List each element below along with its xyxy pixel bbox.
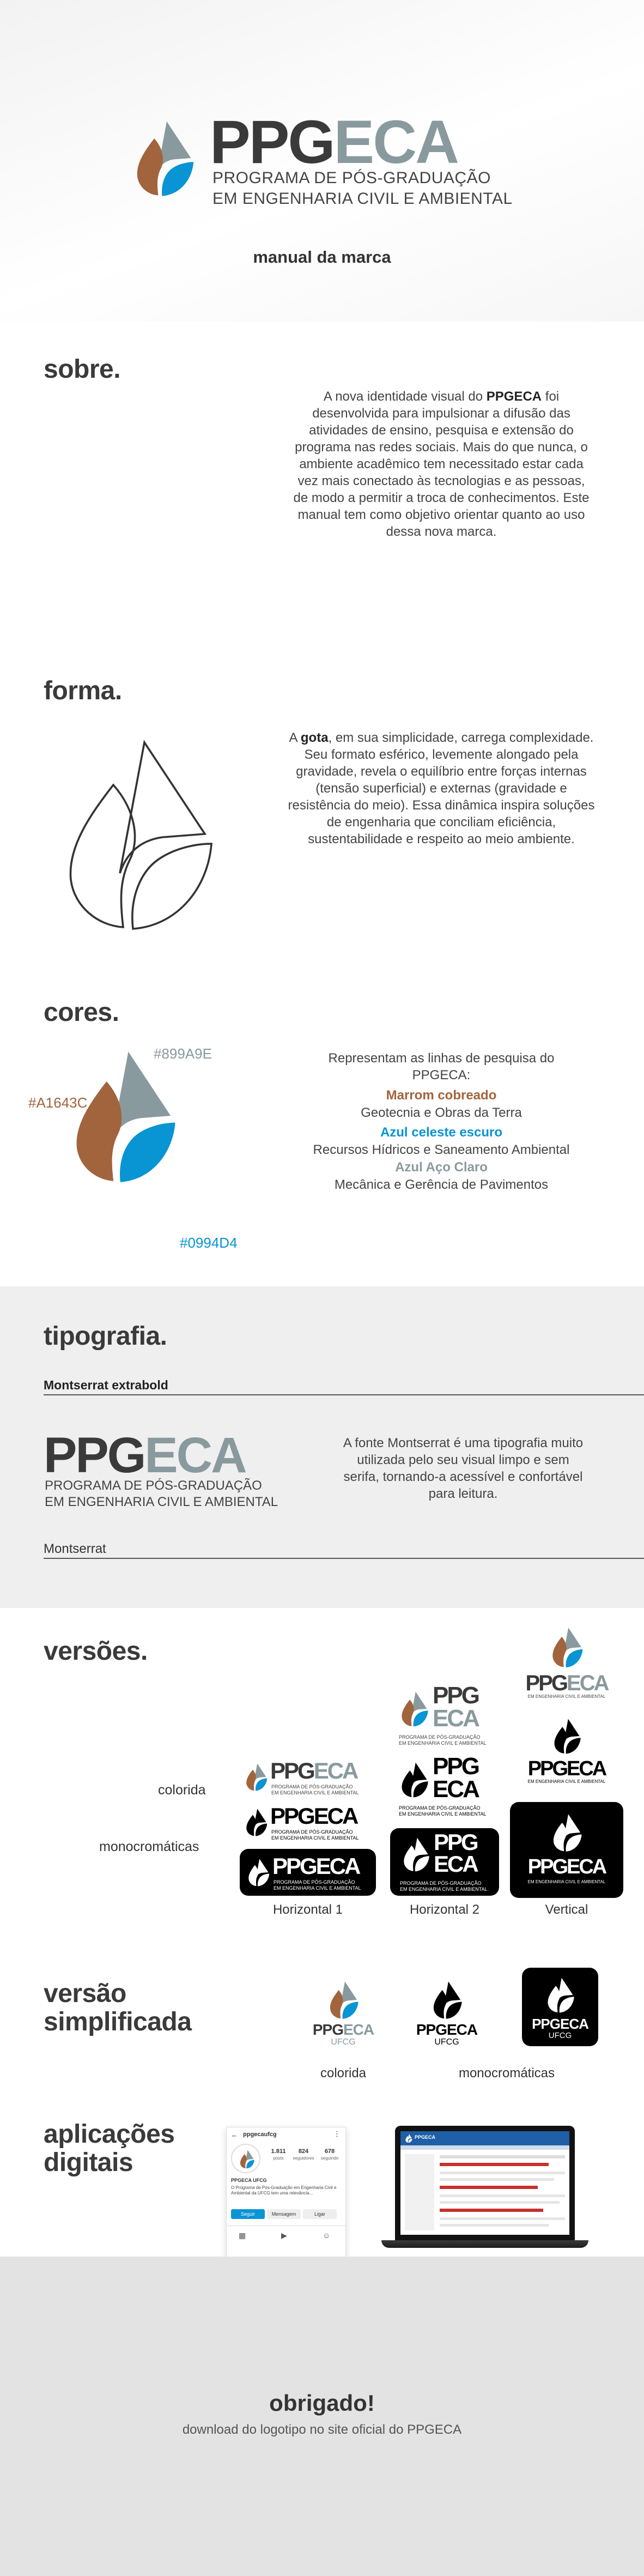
message-button[interactable]: Mensagem <box>267 2209 301 2219</box>
content-line <box>440 2194 565 2197</box>
follow-button[interactable]: Seguir <box>231 2209 265 2219</box>
forma-text-part1: A <box>289 730 301 745</box>
vm-ppg: PPG <box>527 1757 567 1780</box>
drop-icon <box>327 1979 360 2021</box>
h2-line1: PROGRAMA DE PÓS-GRADUAÇÃO <box>399 1734 481 1740</box>
si-ppg: PPG <box>532 2016 560 2032</box>
laptop-base <box>381 2240 588 2248</box>
h2m-eca: ECA <box>433 1776 478 1803</box>
typo-logo-line2: EM ENGENHARIA CIVIL E AMBIENTAL <box>45 1495 278 1509</box>
color-name-grey: Azul Aço Claro <box>395 1160 488 1175</box>
logo-horizontal2-color <box>392 1684 501 1750</box>
drop-icon <box>550 1811 583 1854</box>
drop-icon <box>430 1979 463 2021</box>
color-name-blue: Azul celeste escuro <box>380 1125 503 1140</box>
drop-icon <box>545 1975 575 2015</box>
h2i-line1: PROGRAMA DE PÓS-GRADUAÇÃO <box>400 1880 482 1886</box>
insta-bio: O Programa de Pós-Graduação em Engenharia Civil e Ambiental da UFCG tem uma relevância... <box>231 2185 337 2196</box>
aplicacoes-title <box>44 2120 174 2177</box>
content-line <box>440 2178 554 2181</box>
drop-icon <box>239 2148 255 2170</box>
logo-eca: ECA <box>333 108 458 176</box>
aplicacoes-title-2: digitais <box>44 2148 133 2177</box>
sobre-title: sobre. <box>44 355 121 384</box>
sm-ufcg: UFCG <box>434 2037 459 2047</box>
logo-vertical-color <box>512 1624 621 1701</box>
obrigado-title: obrigado! <box>269 2390 375 2416</box>
color-name-brown: Marrom cobreado <box>386 1088 497 1103</box>
si-eca: ECA <box>560 2016 588 2032</box>
tipografia-title: tipografia. <box>44 1322 167 1351</box>
grid-tab-icon[interactable]: ▦ <box>239 2231 246 2240</box>
website-nav <box>400 2145 569 2150</box>
drop-icon <box>399 1759 429 1800</box>
simplified-logo-mono <box>411 1979 482 2049</box>
s-ufcg: UFCG <box>331 2037 356 2047</box>
laptop-screen <box>395 2126 575 2240</box>
h2m-line2: EM ENGENHARIA CIVIL E AMBIENTAL <box>399 1811 487 1817</box>
drop-icon <box>246 1857 270 1888</box>
h1-ppg: PPG <box>270 1758 314 1783</box>
vm-line: EM ENGENHARIA CIVIL E AMBIENTAL <box>527 1779 606 1784</box>
hero-logo-line1: PROGRAMA DE PÓS-GRADUAÇÃO <box>212 169 491 187</box>
insta-stat-followers-label: seguidores <box>293 2156 314 2161</box>
h2-ppg: PPG <box>433 1682 478 1709</box>
hero-subtitle: manual da marca <box>253 247 391 267</box>
website-preview <box>400 2131 569 2235</box>
insta-handle: ppgecaufcg <box>243 2131 277 2138</box>
tagged-tab-icon[interactable]: ☺ <box>323 2231 331 2240</box>
forma-section <box>0 643 644 981</box>
instagram-mockup <box>226 2127 346 2257</box>
h2i-eca: ECA <box>434 1851 477 1877</box>
v-line: EM ENGENHARIA CIVIL E AMBIENTAL <box>527 1694 606 1699</box>
h2i-line2: EM ENGENHARIA CIVIL E AMBIENTAL <box>400 1886 488 1892</box>
caption-horizontal1: Horizontal 1 <box>272 1902 343 1917</box>
content-line <box>440 2217 565 2220</box>
font-regular-label: Montserrat <box>44 1541 106 1556</box>
simplificada-title-2: simplificada <box>44 2007 192 2036</box>
ppgeca-drop-logo-icon <box>131 114 196 202</box>
cores-intro: Representam as linhas de pesquisa do PPGECA: <box>328 1051 555 1083</box>
s-eca: ECA <box>343 2021 374 2038</box>
sobre-text <box>289 388 594 540</box>
divider-line-2 <box>44 1558 644 1559</box>
more-icon[interactable]: ⋮ <box>333 2130 341 2138</box>
hero-logo-line2: EM ENGENHARIA CIVIL E AMBIENTAL <box>212 190 513 208</box>
sobre-text-bold: PPGECA <box>486 389 542 404</box>
versoes-section <box>0 1608 644 1951</box>
hero-section <box>0 0 644 322</box>
h1i-eca: ECA <box>315 1853 360 1879</box>
logo-horizontal2-inverted <box>390 1828 499 1896</box>
simplificada-title-1: versão <box>44 1979 126 2008</box>
insta-name: PPGECA UFCG <box>231 2178 267 2183</box>
logo-vertical-inverted <box>510 1802 623 1898</box>
sobre-section <box>0 322 644 643</box>
typo-logo-ppg: PPG <box>44 1428 145 1483</box>
drop-icon <box>549 1624 584 1670</box>
versoes-title: versões. <box>44 1637 148 1666</box>
vi-eca: ECA <box>567 1855 606 1878</box>
forma-text-part2: , em sua simplicidade, carrega complexidade. Seu formato esférico, levemente alongado pela gravidade, revela o equilíbrio entre forças internas (tensão superficial) e externas (gravidade e resistência do meio). Essa dinâmica inspira soluções de engenharia que conciliam eficiência, sustentabilidade e respeito ao meio ambiente. <box>288 730 595 846</box>
insta-stat-posts-label: posts <box>273 2156 284 2161</box>
content-line <box>440 2163 549 2166</box>
drop-outline-icon <box>49 736 223 932</box>
label-monocromaticas: monocromáticas <box>99 1839 199 1854</box>
h1i-line1: PROGRAMA DE PÓS-GRADUAÇÃO <box>274 1879 355 1885</box>
site-ppg: PPG <box>415 2134 426 2140</box>
drop-icon <box>244 1806 268 1838</box>
logo-horizontal1-mono <box>244 1803 369 1842</box>
label-colorida: colorida <box>158 1782 206 1798</box>
forma-text-bold: gota <box>300 730 329 745</box>
drop-color-icon <box>65 1042 180 1189</box>
typo-logo-eca: ECA <box>144 1428 246 1483</box>
hex-brown: #A1643C <box>28 1095 88 1111</box>
simplificada-caption-mono: monocromáticas <box>458 2066 555 2081</box>
sobre-text-part2: foi desenvolvida para impulsionar a difusão das atividades de ensino, pesquisa e extensão do programa nas redes sociais. Mais do que nunca, o ambiente acadêmico tem necessitado estar cada vez mais conectado às tecnologias e as pessoas, de modo a permitir a troca de conhecimentos. Este manual tem como objetivo orientar quanto ao uso dessa nova marca. <box>293 389 590 539</box>
color-desc-grey: Mecânica e Gerência de Pavimentos <box>334 1177 549 1192</box>
logo-horizontal2-mono <box>392 1755 501 1821</box>
hero-logo-wordmark <box>210 107 458 177</box>
drop-icon <box>399 1689 429 1729</box>
obrigado-subtitle[interactable]: download do logotipo no site oficial do PPGECA <box>182 2422 462 2437</box>
h2i-ppg: PPG <box>434 1829 477 1855</box>
sm-eca: ECA <box>447 2021 478 2038</box>
tipografia-text: A fonte Montserrat é uma tipografia muito utilizada pelo seu visual limpo e sem serifa, tornando-a acessível e confortável para leitura. <box>343 1436 584 1501</box>
website-header <box>400 2131 569 2145</box>
vi-ppg: PPG <box>527 1855 567 1878</box>
h2m-ppg: PPG <box>433 1753 478 1780</box>
content-line <box>440 2155 565 2158</box>
forma-text <box>286 729 597 848</box>
h1m-eca: ECA <box>313 1803 357 1829</box>
divider-line <box>44 1394 644 1395</box>
site-eca: ECA <box>425 2134 436 2140</box>
back-arrow-icon[interactable]: ← <box>231 2131 238 2139</box>
logo-horizontal1-color <box>244 1758 369 1797</box>
simplified-logo-inverted <box>522 1968 598 2046</box>
sobre-text-part1: A nova identidade visual do <box>323 389 487 404</box>
h1i-line2: EM ENGENHARIA CIVIL E AMBIENTAL <box>274 1885 361 1891</box>
insta-stat-posts: 1.811 <box>271 2148 286 2155</box>
v-eca: ECA <box>567 1671 608 1695</box>
logo-ppg: PPG <box>210 108 334 176</box>
h1-line2: EM ENGENHARIA CIVIL E AMBIENTAL <box>271 1790 359 1795</box>
caption-vertical: Vertical <box>545 1902 588 1917</box>
content-line <box>440 2209 543 2212</box>
hex-blue: #0994D4 <box>180 1235 238 1251</box>
insta-stat-following-label: seguindo <box>320 2156 339 2161</box>
aplicacoes-title-1: aplicações <box>44 2120 175 2149</box>
h1m-line1: PROGRAMA DE PÓS-GRADUAÇÃO <box>271 1829 353 1835</box>
color-desc-blue: Recursos Hídricos e Saneamento Ambiental <box>313 1142 570 1157</box>
caption-horizontal2: Horizontal 2 <box>409 1902 480 1917</box>
h2-eca: ECA <box>433 1705 478 1732</box>
content-line <box>440 2224 549 2227</box>
hex-grey: #899A9E <box>154 1045 212 1062</box>
h1-eca: ECA <box>313 1758 357 1783</box>
h1m-ppg: PPG <box>270 1803 314 1829</box>
simplificada-section <box>0 1951 644 2115</box>
typo-logo-wordmark <box>44 1427 246 1484</box>
site-logo-icon <box>405 2133 412 2143</box>
insta-stat-following: 678 <box>324 2148 335 2155</box>
forma-title: forma. <box>44 676 122 705</box>
h1m-line2: EM ENGENHARIA CIVIL E AMBIENTAL <box>271 1835 359 1841</box>
vm-eca: ECA <box>567 1757 606 1780</box>
drop-icon <box>551 1716 582 1756</box>
insta-stat-followers: 824 <box>298 2148 309 2155</box>
aplicacoes-section <box>0 2115 644 2257</box>
typo-logo-line1: PROGRAMA DE PÓS-GRADUAÇÃO <box>45 1478 262 1493</box>
tipografia-section <box>0 1286 644 1608</box>
logo-vertical-mono <box>512 1716 621 1784</box>
obrigado-section <box>0 2257 644 2576</box>
v-ppg: PPG <box>525 1671 567 1695</box>
h2m-line1: PROGRAMA DE PÓS-GRADUAÇÃO <box>399 1805 481 1811</box>
content-line <box>440 2201 560 2204</box>
drop-icon <box>244 1761 268 1793</box>
content-line <box>440 2172 565 2174</box>
font-extrabold-label: Montserrat extrabold <box>44 1378 168 1392</box>
h2-line2: EM ENGENHARIA CIVIL E AMBIENTAL <box>399 1740 487 1746</box>
cores-section <box>0 981 644 1286</box>
sm-ppg: PPG <box>416 2021 447 2038</box>
color-desc-brown: Geotecnia e Obras da Terra <box>361 1105 522 1120</box>
call-button[interactable]: Ligar <box>303 2209 337 2219</box>
h1i-ppg: PPG <box>272 1853 316 1879</box>
si-ufcg: UFCG <box>548 2031 572 2040</box>
reels-tab-icon[interactable]: ▶ <box>281 2231 287 2240</box>
content-line <box>440 2186 538 2189</box>
avatar[interactable] <box>231 2144 260 2173</box>
simplified-logo-color <box>308 1979 379 2049</box>
drop-icon <box>401 1835 430 1874</box>
simplificada-caption-colorida: colorida <box>320 2066 367 2081</box>
s-ppg: PPG <box>312 2021 343 2038</box>
simplificada-title <box>44 1980 191 2036</box>
website-sidebar <box>405 2154 434 2230</box>
vi-line: EM ENGENHARIA CIVIL E AMBIENTAL <box>527 1879 606 1884</box>
h1-line1: PROGRAMA DE PÓS-GRADUAÇÃO <box>271 1784 353 1789</box>
cores-title: cores. <box>44 998 119 1027</box>
logo-horizontal1-inverted <box>240 1849 376 1896</box>
